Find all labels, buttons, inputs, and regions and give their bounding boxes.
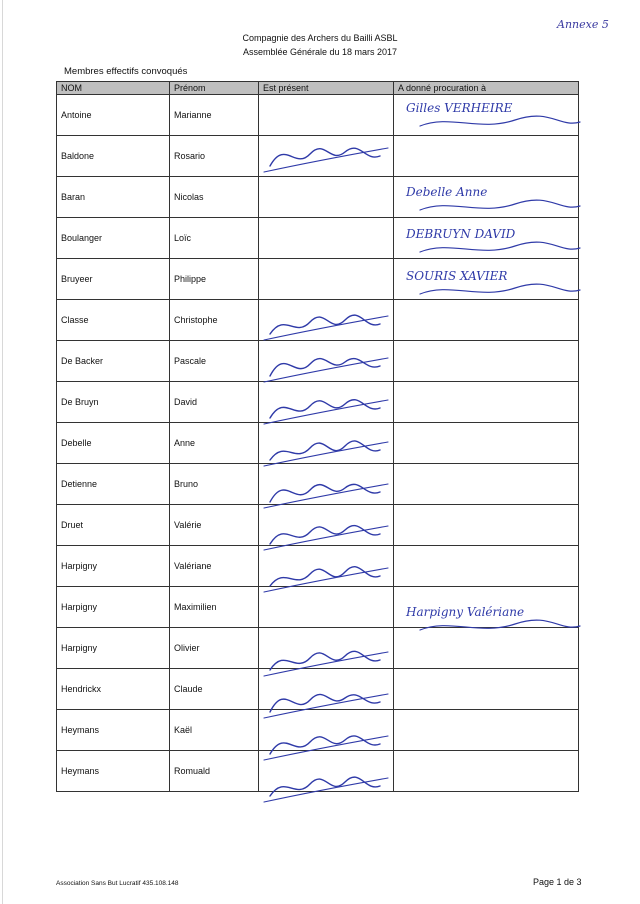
footer-legal-id: Association Sans But Lucratif 435.108.148 <box>56 880 179 887</box>
cell-nom: Baldone <box>57 136 170 177</box>
footer-page-number: Page 1 de 3 <box>533 877 582 887</box>
cell-present <box>259 95 394 136</box>
cell-prenom: Pascale <box>170 341 259 382</box>
cell-present <box>259 628 394 669</box>
cell-nom: Debelle <box>57 423 170 464</box>
table-row <box>57 546 579 587</box>
cell-prenom: Philippe <box>170 259 259 300</box>
cell-nom: Hendrickx <box>57 669 170 710</box>
table-row <box>57 710 579 751</box>
cell-present <box>259 505 394 546</box>
page-edge <box>2 0 3 904</box>
table-row <box>57 218 579 259</box>
table-row <box>57 341 579 382</box>
table-row <box>57 751 579 792</box>
cell-proxy <box>394 464 579 505</box>
cell-prenom: Valériane <box>170 546 259 587</box>
proxy-handwritten-name: Gilles VERHEIRE <box>406 101 513 115</box>
cell-proxy <box>394 259 579 300</box>
cell-nom: Boulanger <box>57 218 170 259</box>
cell-prenom: Bruno <box>170 464 259 505</box>
table-row <box>57 95 579 136</box>
organization-title: Compagnie des Archers du Bailli ASBL <box>242 33 398 43</box>
cell-prenom: Romuald <box>170 751 259 792</box>
cell-proxy <box>394 751 579 792</box>
cell-present <box>259 669 394 710</box>
cell-prenom: Christophe <box>170 300 259 341</box>
cell-proxy <box>394 300 579 341</box>
cell-present <box>259 259 394 300</box>
cell-prenom: Maximilien <box>170 587 259 628</box>
cell-present <box>259 423 394 464</box>
cell-present <box>259 710 394 751</box>
cell-proxy <box>394 546 579 587</box>
table-row <box>57 505 579 546</box>
cell-prenom: Kaël <box>170 710 259 751</box>
cell-nom: Druet <box>57 505 170 546</box>
cell-present <box>259 382 394 423</box>
cell-present <box>259 300 394 341</box>
cell-prenom: Marianne <box>170 95 259 136</box>
cell-nom: Bruyeer <box>57 259 170 300</box>
cell-prenom: Loïc <box>170 218 259 259</box>
table-row <box>57 382 579 423</box>
column-header-prenom: Prénom <box>170 82 259 95</box>
table-row <box>57 587 579 628</box>
cell-prenom: Claude <box>170 669 259 710</box>
meeting-title: Assemblée Générale du 18 mars 2017 <box>242 47 398 57</box>
cell-nom: Detienne <box>57 464 170 505</box>
proxy-handwritten-name: Debelle Anne <box>406 185 488 199</box>
cell-prenom: Valérie <box>170 505 259 546</box>
cell-prenom: Olivier <box>170 628 259 669</box>
table-row <box>57 423 579 464</box>
proxy-handwritten-name: DEBRUYN DAVID <box>406 227 516 241</box>
column-header-nom: NOM <box>57 82 170 95</box>
cell-proxy <box>394 95 579 136</box>
cell-proxy <box>394 341 579 382</box>
cell-proxy <box>394 669 579 710</box>
cell-prenom: Rosario <box>170 136 259 177</box>
cell-proxy <box>394 710 579 751</box>
table-row <box>57 136 579 177</box>
cell-nom: Harpigny <box>57 546 170 587</box>
cell-nom: De Backer <box>57 341 170 382</box>
cell-proxy <box>394 423 579 464</box>
table-row <box>57 259 579 300</box>
cell-proxy <box>394 382 579 423</box>
cell-present <box>259 218 394 259</box>
cell-proxy <box>394 177 579 218</box>
cell-prenom: Nicolas <box>170 177 259 218</box>
table-header-row <box>57 82 579 95</box>
cell-proxy <box>394 628 579 669</box>
table-row <box>57 669 579 710</box>
cell-present <box>259 341 394 382</box>
svg-text:Annexe 5: Annexe 5 <box>557 18 609 31</box>
cell-present <box>259 136 394 177</box>
table-caption: Membres effectifs convoqués <box>64 66 188 77</box>
cell-present <box>259 464 394 505</box>
column-header-proxy: A donné procuration à <box>394 82 579 95</box>
cell-nom: Classe <box>57 300 170 341</box>
table-row <box>57 300 579 341</box>
cell-prenom: David <box>170 382 259 423</box>
cell-present <box>259 177 394 218</box>
cell-nom: Harpigny <box>57 628 170 669</box>
cell-present <box>259 587 394 628</box>
cell-nom: De Bruyn <box>57 382 170 423</box>
cell-proxy <box>394 136 579 177</box>
document-header <box>0 31 640 59</box>
cell-nom: Baran <box>57 177 170 218</box>
cell-proxy <box>394 587 579 628</box>
cell-nom: Harpigny <box>57 587 170 628</box>
proxy-handwritten-name: SOURIS XAVIER <box>406 269 508 283</box>
table-row <box>57 628 579 669</box>
cell-present <box>259 751 394 792</box>
table-row <box>57 177 579 218</box>
cell-present <box>259 546 394 587</box>
table-row <box>57 464 579 505</box>
proxy-handwritten-name: Harpigny Valériane <box>406 605 525 619</box>
members-table <box>56 81 579 792</box>
cell-prenom: Anne <box>170 423 259 464</box>
cell-nom: Antoine <box>57 95 170 136</box>
cell-proxy <box>394 218 579 259</box>
cell-nom: Heymans <box>57 710 170 751</box>
cell-proxy <box>394 505 579 546</box>
column-header-present: Est présent <box>259 82 394 95</box>
cell-nom: Heymans <box>57 751 170 792</box>
